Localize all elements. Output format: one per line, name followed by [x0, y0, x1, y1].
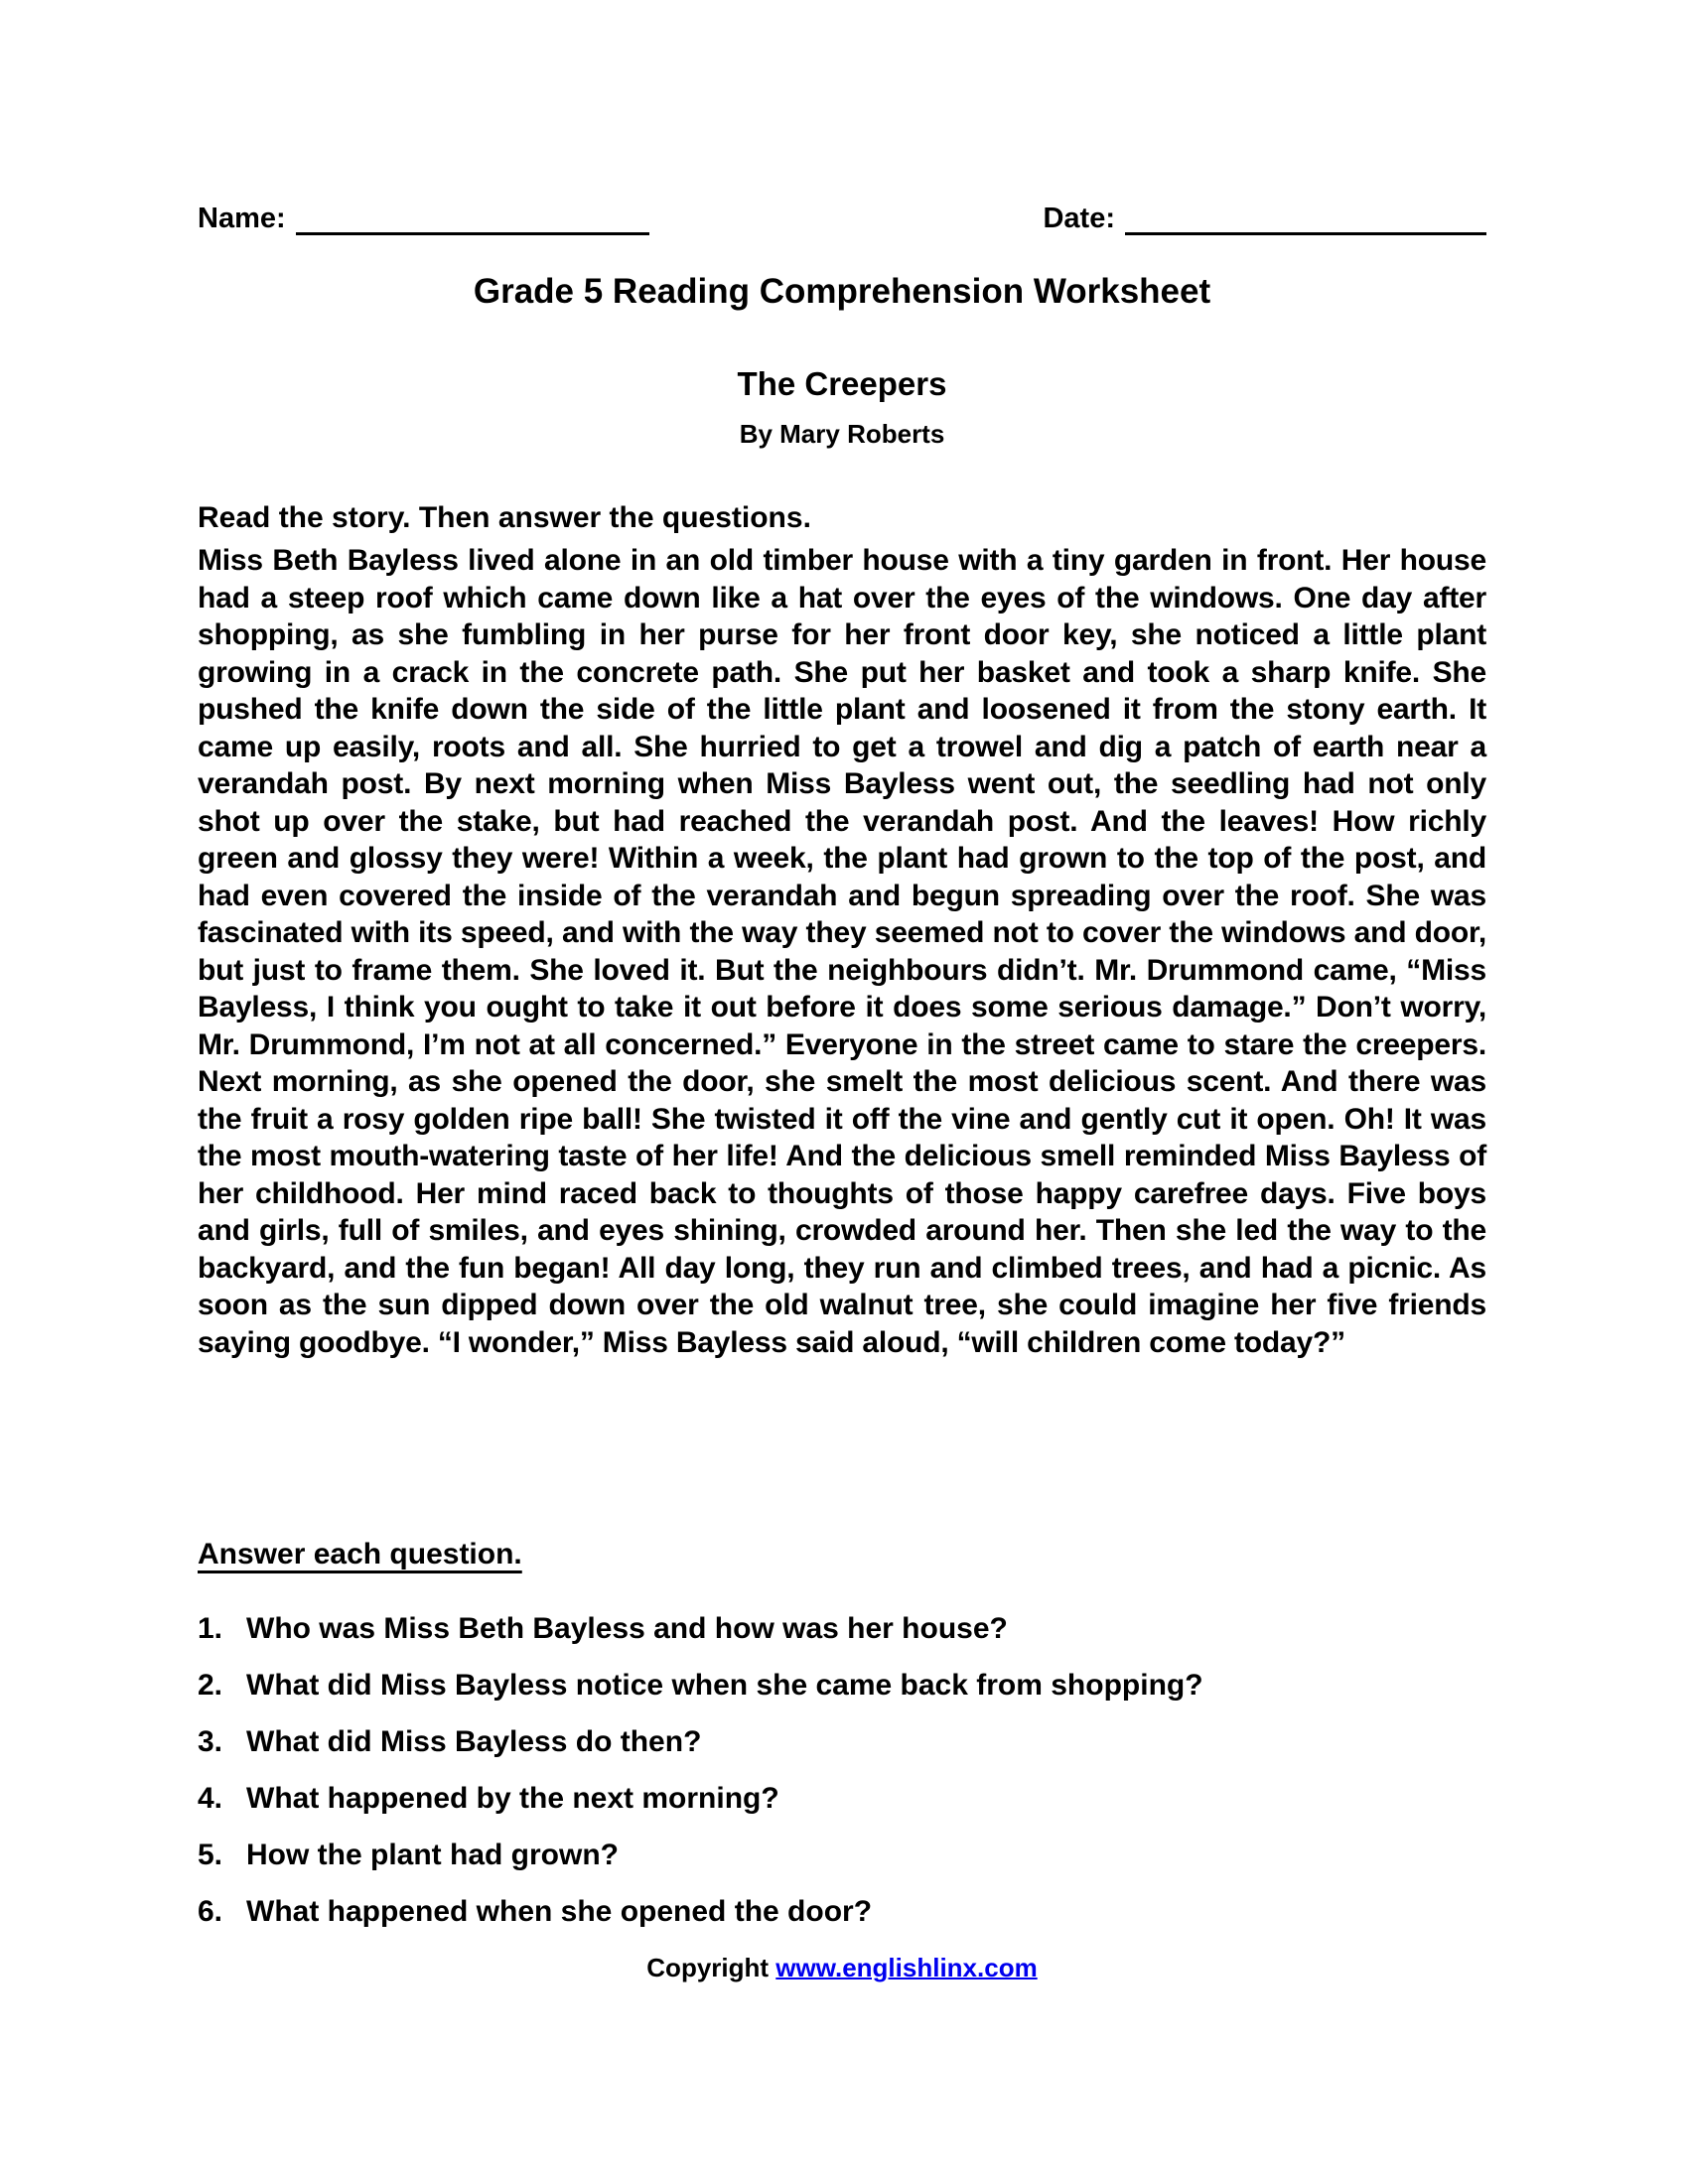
question-text: What happened by the next morning?: [246, 1782, 779, 1815]
instruction-text: Read the story. Then answer the questions.: [198, 501, 811, 534]
byline: By Mary Roberts: [739, 419, 945, 449]
question-number: 3.: [198, 1725, 223, 1758]
question-text: What did Miss Bayless do then?: [246, 1725, 702, 1758]
question-list: [198, 1610, 1486, 1950]
question-text: How the plant had grown?: [246, 1839, 619, 1871]
question-number: 6.: [198, 1895, 223, 1928]
question-item: [198, 1667, 1486, 1705]
question-item: [198, 1893, 1486, 1931]
name-label: Name:: [198, 203, 286, 234]
question-number: 2.: [198, 1669, 223, 1702]
question-text: What did Miss Bayless notice when she came back from shopping?: [246, 1669, 1203, 1702]
question-number: 4.: [198, 1782, 223, 1815]
name-blank-line: [296, 203, 649, 235]
question-item: [198, 1610, 1486, 1648]
name-field: [198, 202, 649, 235]
worksheet-title: Grade 5 Reading Comprehension Worksheet: [473, 272, 1211, 311]
question-number: 5.: [198, 1839, 223, 1871]
question-number: 1.: [198, 1612, 223, 1645]
story-paragraph: Miss Beth Bayless lived alone in an old timber house with a tiny garden in front. Her house had a steep roof which came down like a hat over the eyes of the windows. One day after shopping, as she fumbling in her purse for her front door key, she noticed a little plant growing in a crack in the concrete path. She put her basket and took a sharp knife. She pushed the knife down the side of the little plant and loosened it from the stony earth. It came up easily, roots and all. She hurried to get a trowel and dig a patch of earth near a verandah post. By next morning when Miss Bayless went out, the seedling had not only shot up over the stake, but had reached the verandah post. And the leaves! How richly green and glossy they were! Within a week, the plant had grown to the top of the post, and had even covered the inside of the verandah and begun spreading over the roof. She was fascinated with its speed, and with the way they seemed not to cover the windows and door, but just to frame them. She loved it. But the neighbours didn’t. Mr. Drummond came, “Miss Bayless, I think you ought to take it out before it does some serious damage.” Don’t worry, Mr. Drummond, I’m not at all concerned.” Everyone in the street came to stare the creepers. Next morning, as she opened the door, she smelt the most delicious scent. And there was the fruit a rosy golden ripe ball! She twisted it off the vine and gently cut it open. Oh! It was the most mouth-watering taste of her life! And the delicious smell reminded Miss Bayless of her childhood. Her mind raced back to thoughts of those happy carefree days. Five boys and girls, full of smiles, and eyes shining, crowded around her. Then she led the way to the backyard, and the fun began! All day long, they run and climbed trees, and had a picnic. As soon as the sun dipped down over the old walnut tree, she could imagine her five friends saying goodbye. “I wonder,” Miss Bayless said aloud, “will children come today?”: [198, 544, 1486, 1359]
date-label: Date:: [1043, 203, 1115, 234]
date-field: [1043, 202, 1486, 235]
question-item: [198, 1837, 1486, 1874]
footer: [198, 1952, 1486, 1983]
question-item: [198, 1780, 1486, 1818]
question-text: What happened when she opened the door?: [246, 1895, 873, 1928]
copyright-label: Copyright: [646, 1953, 770, 1982]
question-item: [198, 1723, 1486, 1761]
copyright-link[interactable]: www.englishlinx.com: [775, 1953, 1038, 1982]
story-title: The Creepers: [737, 365, 947, 402]
question-text: Who was Miss Beth Bayless and how was her house?: [246, 1612, 1008, 1645]
date-blank-line: [1125, 203, 1486, 235]
header-row: [198, 202, 1486, 235]
answer-heading: Answer each question.: [198, 1538, 522, 1570]
